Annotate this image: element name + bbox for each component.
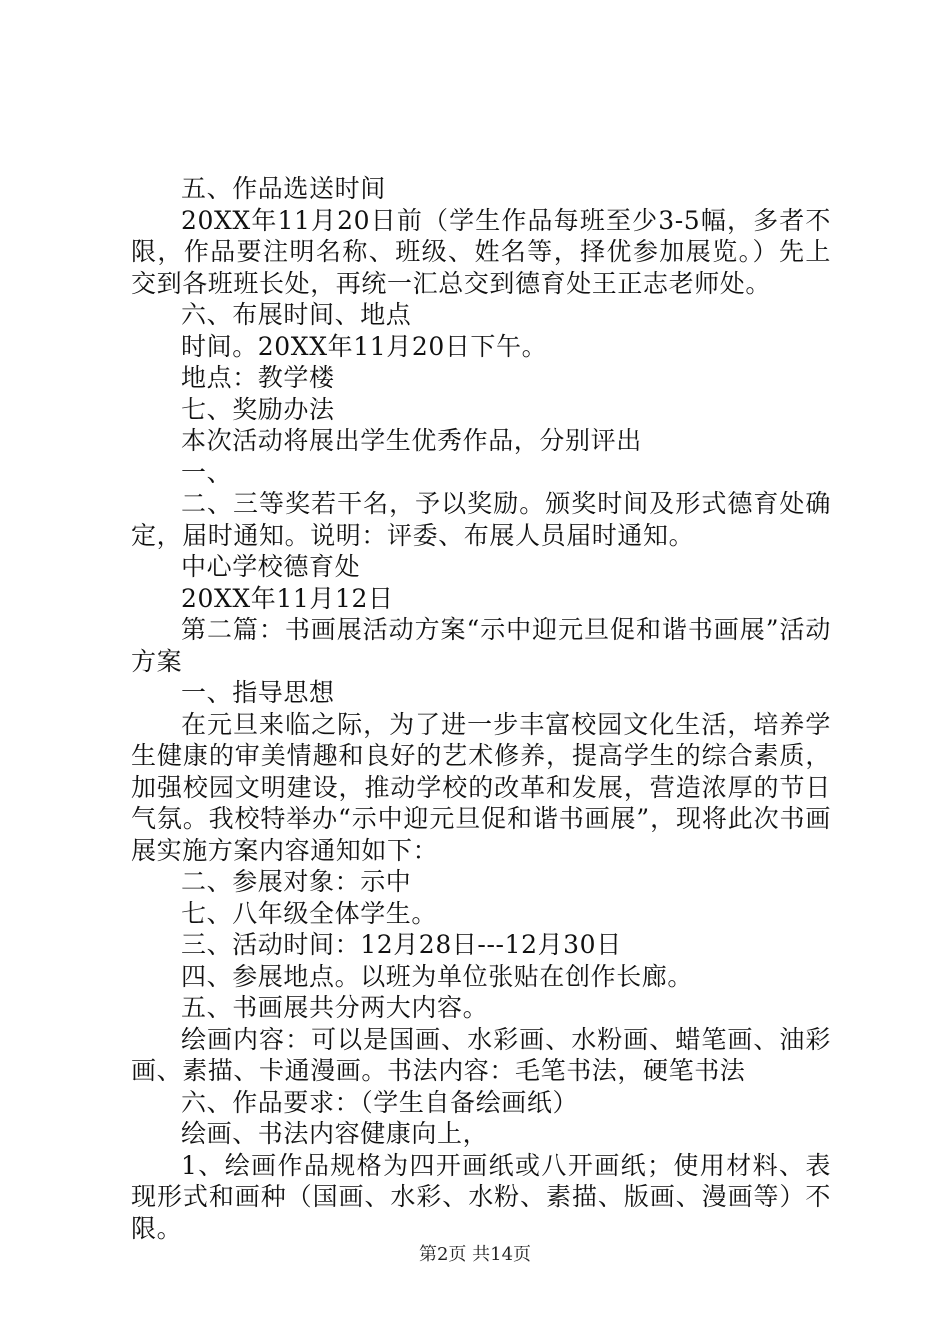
chapter-title: 第二篇：书画展活动方案“示中迎元旦促和谐书画展”活动方案 <box>131 615 831 676</box>
body-paragraph: 绘画、书法内容健康向上， <box>181 1119 489 1148</box>
body-paragraph: 时间。20XX年11月20日下午。 <box>181 331 548 361</box>
section-heading: 五、书画展共分两大内容。 <box>181 993 489 1022</box>
body-paragraph: 1、绘画作品规格为四开画纸或八开画纸；使用材料、表现形式和画种（国画、水彩、水粉、素描、版画、漫画等）不限。 <box>131 1150 831 1243</box>
body-paragraph: 七、八年级全体学生。 <box>181 898 438 928</box>
section-heading: 四、参展地点。以班为单位张贴在创作长廊。 <box>181 961 694 991</box>
section-heading: 二、参展对象：示中 <box>181 867 412 896</box>
section-heading: 三、活动时间：12月28日---12月30日 <box>181 930 622 959</box>
section-heading: 六、布展时间、地点 <box>181 300 412 329</box>
body-paragraph: 地点：教学楼 <box>181 363 335 392</box>
date-line: 20XX年11月12日 <box>181 583 394 613</box>
body-paragraph: 二、三等奖若干名，予以奖励。颁奖时间及形式德育处确定，届时通知。说明：评委、布展人员届时通知。 <box>131 489 831 550</box>
page-number: 第2页 共14页 <box>418 1244 532 1265</box>
body-paragraph: 一、 <box>181 457 233 487</box>
section-heading: 七、奖励办法 <box>181 394 335 424</box>
body-paragraph: 在元旦来临之际，为了进一步丰富校园文化生活，培养学生健康的审美情趣和良好的艺术修养，提高学生的综合素质，加强校园文明建设，推动学校的改革和发展，营造浓厚的节日气氛。我校特举办“示中迎元旦促和谐书画展”，现将此次书画展实施方案内容通知如下： <box>131 709 831 865</box>
body-paragraph: 本次活动将展出学生优秀作品，分别评出 <box>181 426 642 455</box>
section-heading: 一、指导思想 <box>181 678 335 707</box>
body-paragraph: 20XX年11月20日前（学生作品每班至少3-5幅，多者不限，作品要注明名称、班级、姓名等，择优参加展览。）先上交到各班班长处，再统一汇总交到德育处王正志老师处。 <box>131 205 831 298</box>
body-paragraph: 绘画内容：可以是国画、水彩画、水粉画、蜡笔画、油彩画、素描、卡通漫画。书法内容：毛笔书法，硬笔书法 <box>131 1024 831 1085</box>
section-heading: 六、作品要求：（学生自备绘画纸） <box>181 1087 579 1117</box>
signature-line: 中心学校德育处 <box>181 552 361 581</box>
section-heading: 五、作品选送时间 <box>181 174 386 203</box>
document-body <box>131 173 831 1244</box>
